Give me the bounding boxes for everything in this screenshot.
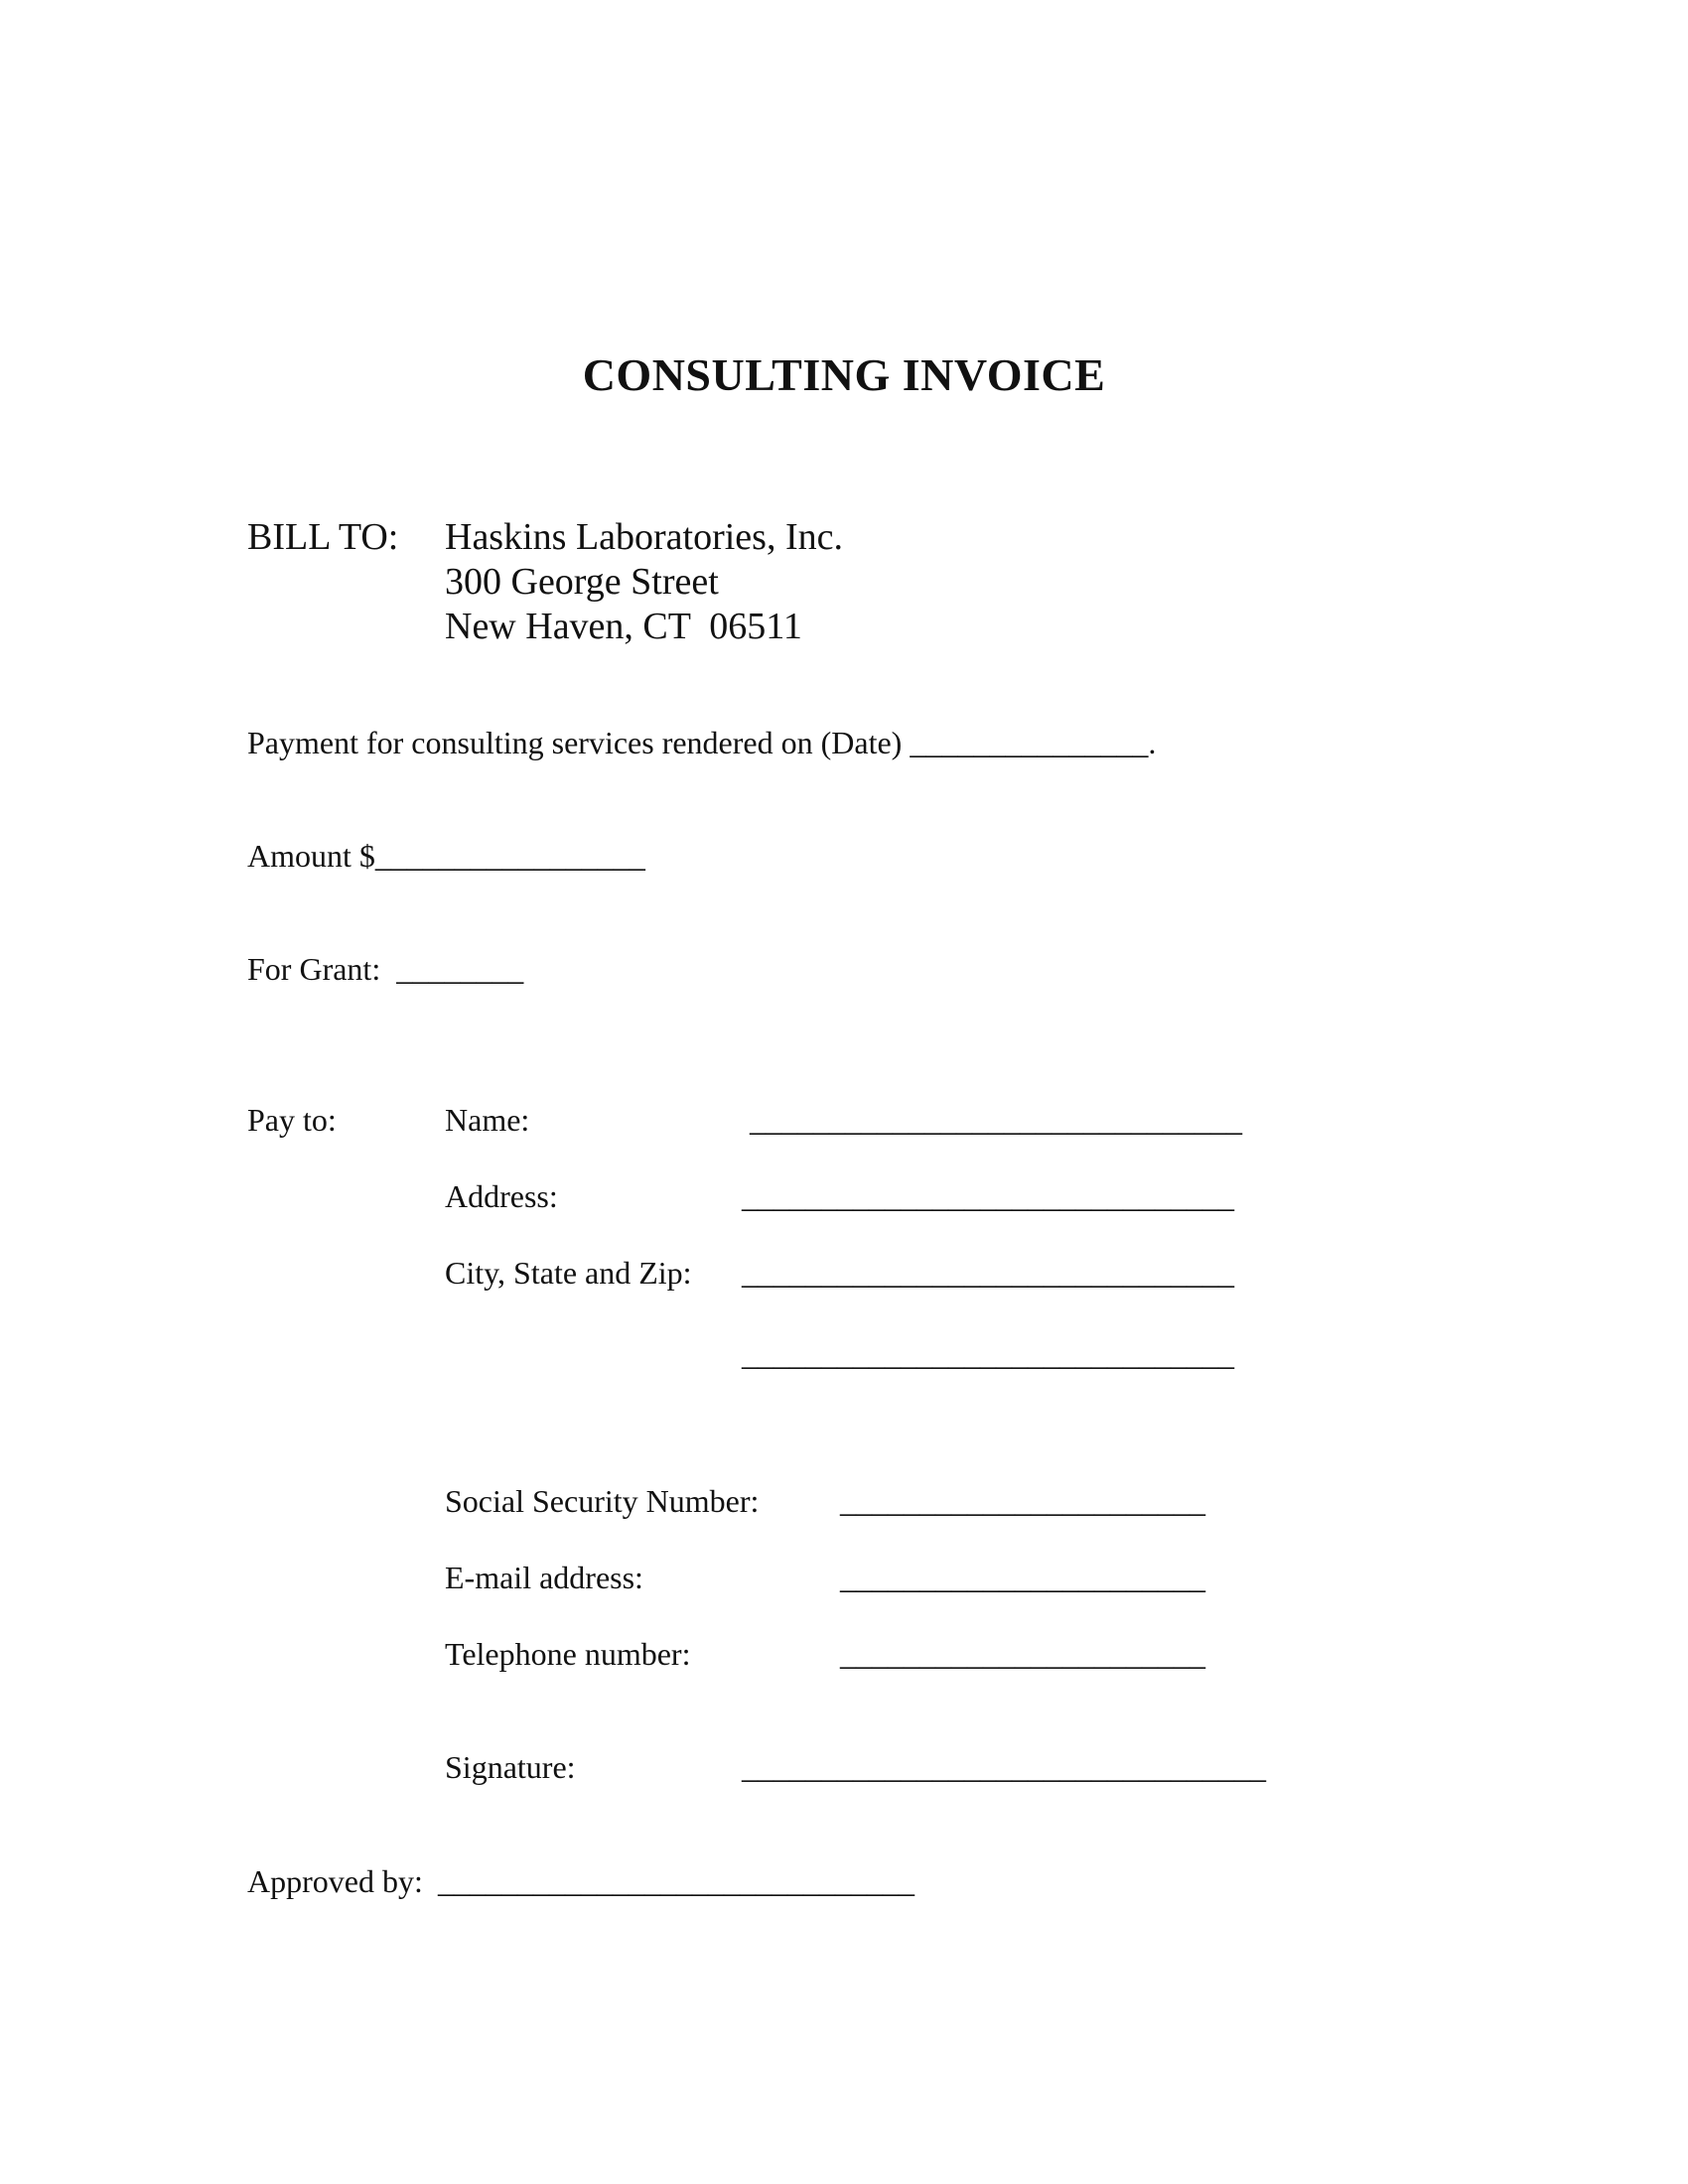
page-title: CONSULTING INVOICE <box>582 349 1106 400</box>
signature-field[interactable]: _________________________________ <box>742 1749 1266 1785</box>
payment-date-field[interactable]: Payment for consulting services rendered on (Date) _______________. <box>247 725 1157 760</box>
telephone-label: Telephone number: <box>445 1636 691 1672</box>
bill-to-label: BILL TO: <box>247 516 399 558</box>
address-extra-field[interactable]: _______________________________ <box>742 1336 1234 1372</box>
pay-to-label: Pay to: <box>247 1102 337 1138</box>
signature-label: Signature: <box>445 1749 576 1785</box>
grant-field[interactable]: For Grant: ________ <box>247 951 524 987</box>
bill-to-company: Haskins Laboratories, Inc. <box>445 516 843 558</box>
ssn-label: Social Security Number: <box>445 1483 760 1519</box>
city-state-zip-field[interactable]: _______________________________ <box>742 1255 1234 1291</box>
address-label: Address: <box>445 1178 558 1214</box>
telephone-field[interactable]: _______________________ <box>840 1636 1205 1672</box>
bill-to-city: New Haven, CT 06511 <box>445 606 802 647</box>
amount-field[interactable]: Amount $_________________ <box>247 838 645 874</box>
ssn-field[interactable]: _______________________ <box>840 1483 1205 1519</box>
bill-to-street: 300 George Street <box>445 561 719 603</box>
address-field[interactable]: _______________________________ <box>742 1178 1234 1214</box>
approved-by-label: Approved by: <box>247 1863 423 1899</box>
city-state-zip-label: City, State and Zip: <box>445 1255 692 1291</box>
email-field[interactable]: _______________________ <box>840 1560 1205 1595</box>
name-field[interactable]: _______________________________ <box>750 1102 1242 1138</box>
email-label: E-mail address: <box>445 1560 643 1595</box>
approved-by-field[interactable]: ______________________________ <box>438 1863 914 1899</box>
name-label: Name: <box>445 1102 530 1138</box>
